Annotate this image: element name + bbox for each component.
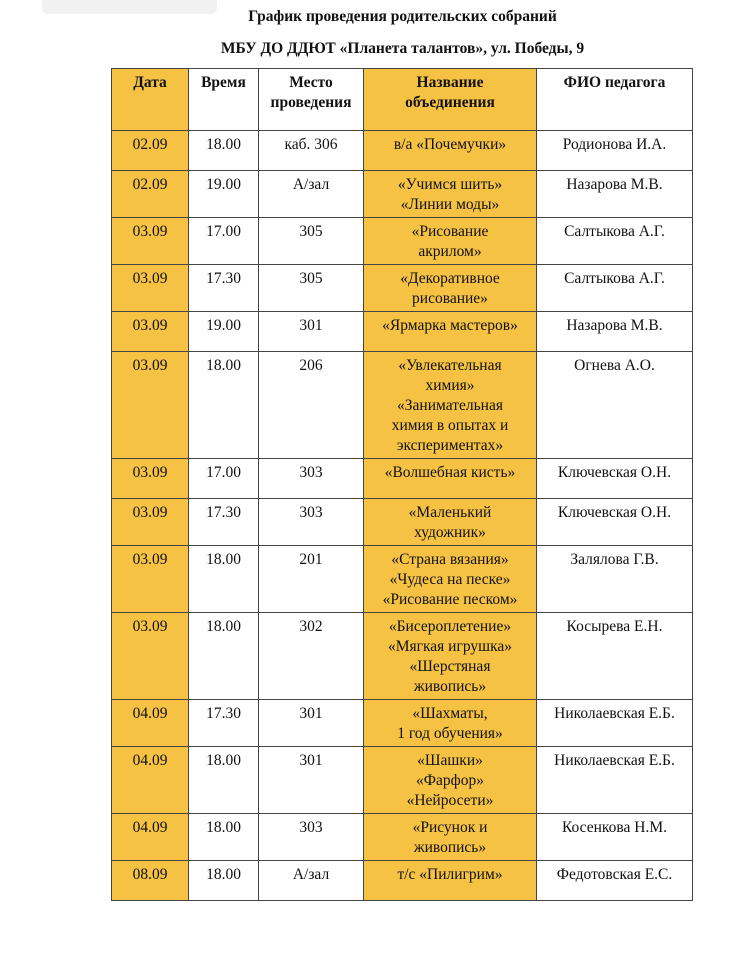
table-row [112, 546, 693, 613]
cell-time: 19.00 [189, 312, 259, 352]
cell-time: 17.00 [189, 459, 259, 499]
table-row [112, 352, 693, 459]
cell-place: каб. 306 [259, 131, 364, 171]
cell-place: 301 [259, 312, 364, 352]
cell-association: «Бисероплетение» «Мягкая игрушка» «Шерстяная живопись» [364, 613, 537, 700]
cell-time: 19.00 [189, 171, 259, 218]
cell-date: 03.09 [112, 218, 189, 265]
cell-association: «Рисование акрилом» [364, 218, 537, 265]
cell-date: 03.09 [112, 312, 189, 352]
cell-association: «Страна вязания» «Чудеса на песке» «Рисование песком» [364, 546, 537, 613]
cell-date: 03.09 [112, 546, 189, 613]
cell-association: «Волшебная кисть» [364, 459, 537, 499]
cell-date: 03.09 [112, 499, 189, 546]
cell-time: 17.00 [189, 218, 259, 265]
cell-teacher: Салтыкова А.Г. [537, 265, 693, 312]
cell-place: 206 [259, 352, 364, 459]
cell-association: «Увлекательная химия» «Занимательная химия в опытах и экспериментах» [364, 352, 537, 459]
cell-teacher: Косенкова Н.М. [537, 814, 693, 861]
cell-time: 18.00 [189, 861, 259, 901]
cell-teacher: Назарова М.В. [537, 312, 693, 352]
cell-place: 301 [259, 747, 364, 814]
table-row [112, 700, 693, 747]
cell-date: 03.09 [112, 352, 189, 459]
cell-association: «Шашки» «Фарфор» «Нейросети» [364, 747, 537, 814]
cell-time: 18.00 [189, 352, 259, 459]
cell-teacher: Николаевская Е.Б. [537, 700, 693, 747]
cell-association: «Ярмарка мастеров» [364, 312, 537, 352]
cell-date: 03.09 [112, 459, 189, 499]
cell-time: 18.00 [189, 131, 259, 171]
cell-teacher: Залялова Г.В. [537, 546, 693, 613]
cell-association: «Шахматы, 1 год обучения» [364, 700, 537, 747]
table-row [112, 861, 693, 901]
header-row [112, 69, 693, 131]
cell-time: 17.30 [189, 265, 259, 312]
table-row [112, 218, 693, 265]
cell-teacher: Ключевская О.Н. [537, 499, 693, 546]
cell-date: 04.09 [112, 700, 189, 747]
cell-date: 03.09 [112, 613, 189, 700]
cell-place: 302 [259, 613, 364, 700]
cell-association: «Рисунок и живопись» [364, 814, 537, 861]
table-row [112, 265, 693, 312]
cell-association: «Учимся шить» «Линии моды» [364, 171, 537, 218]
table-row [112, 814, 693, 861]
header-association: Название объединения [364, 69, 537, 131]
cell-association: т/с «Пилигрим» [364, 861, 537, 901]
table-row [112, 312, 693, 352]
cell-place: 201 [259, 546, 364, 613]
cell-date: 02.09 [112, 171, 189, 218]
schedule-table [111, 68, 693, 901]
cell-place: 303 [259, 499, 364, 546]
cell-teacher: Федотовская Е.С. [537, 861, 693, 901]
table-row [112, 459, 693, 499]
cell-place: 303 [259, 814, 364, 861]
table-row [112, 613, 693, 700]
cell-time: 17.30 [189, 499, 259, 546]
table-row [112, 747, 693, 814]
header-place: Место проведения [259, 69, 364, 131]
cell-place: 305 [259, 218, 364, 265]
header-time: Время [189, 69, 259, 131]
cell-teacher: Огнева А.О. [537, 352, 693, 459]
cell-date: 04.09 [112, 747, 189, 814]
cell-teacher: Косырева Е.Н. [537, 613, 693, 700]
header-teacher: ФИО педагога [537, 69, 693, 131]
cell-date: 02.09 [112, 131, 189, 171]
cell-teacher: Родионова И.А. [537, 131, 693, 171]
cell-place: А/зал [259, 171, 364, 218]
cell-time: 17.30 [189, 700, 259, 747]
cell-date: 08.09 [112, 861, 189, 901]
cell-place: А/зал [259, 861, 364, 901]
cell-time: 18.00 [189, 814, 259, 861]
cell-date: 03.09 [112, 265, 189, 312]
table-row [112, 131, 693, 171]
cell-association: «Декоративное рисование» [364, 265, 537, 312]
cell-teacher: Салтыкова А.Г. [537, 218, 693, 265]
table-row [112, 171, 693, 218]
cell-teacher: Ключевская О.Н. [537, 459, 693, 499]
table-row [112, 499, 693, 546]
cell-teacher: Николаевская Е.Б. [537, 747, 693, 814]
cell-date: 04.09 [112, 814, 189, 861]
cell-teacher: Назарова М.В. [537, 171, 693, 218]
cell-place: 305 [259, 265, 364, 312]
document-subtitle: МБУ ДО ДДЮТ «Планета талантов», ул. Победы, 9 [220, 40, 585, 57]
cell-place: 301 [259, 700, 364, 747]
cell-association: в/а «Почемучки» [364, 131, 537, 171]
cell-time: 18.00 [189, 747, 259, 814]
document-title: График проведения родительских собраний [248, 8, 557, 25]
cell-time: 18.00 [189, 613, 259, 700]
cell-place: 303 [259, 459, 364, 499]
cell-association: «Маленький художник» [364, 499, 537, 546]
header-date: Дата [112, 69, 189, 131]
cell-time: 18.00 [189, 546, 259, 613]
